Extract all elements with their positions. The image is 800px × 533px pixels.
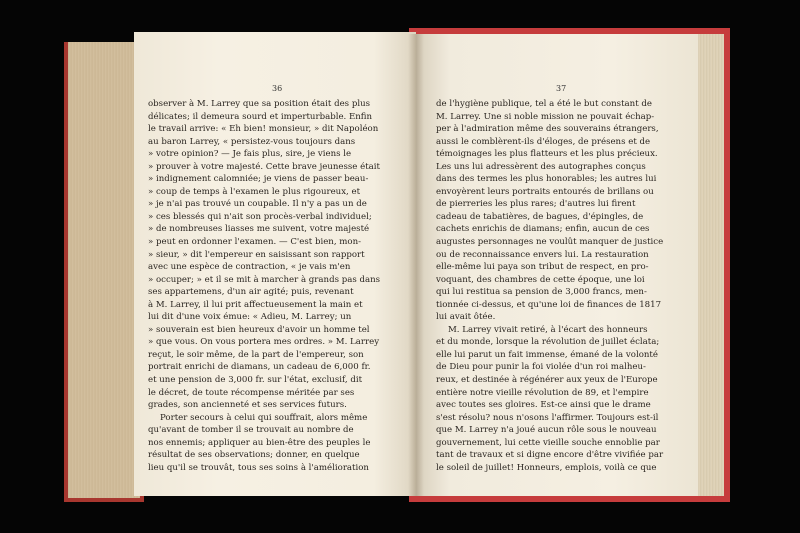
text-line: Porter secours à celui qui souffrait, alors même <box>160 412 368 423</box>
text-line: » votre opinion? — Je fais plus, sire, je viens le <box>148 149 352 160</box>
text-line: résultat de ses observations; donner, en quelque <box>148 450 360 461</box>
right-page <box>416 34 698 496</box>
text-line: voquant, des chambres de cette époque, une loi <box>436 274 645 285</box>
text-line: tionnée ci-dessus, et qu'une loi de finances de 1817 <box>436 299 662 310</box>
book-gutter <box>408 34 424 496</box>
text-line: Les uns lui adressèrent des autographes conçus <box>436 161 646 172</box>
text-line: » sieur, » dit l'empereur en saisissant son rapport <box>148 249 365 260</box>
text-line: s'est résolu? nous n'osons l'affirmer. Toujours est-il <box>436 412 659 423</box>
text-line: gouvernement, lui cette vieille souche ennoblie par <box>436 437 660 448</box>
text-line: ses appartemens, d'un air agité; puis, revenant <box>148 287 354 298</box>
text-line: grades, son ancienneté et ses services futurs. <box>148 400 347 411</box>
text-line: » peut en ordonner l'examen. — C'est bien, mon- <box>148 237 362 248</box>
text-line: de pierreries les plus rares; d'autres lui firent <box>436 199 636 210</box>
text-line: qu'avant de tomber il se trouvait au nombre de <box>148 425 354 436</box>
text-line: lui dit d'une voix émue: « Adieu, M. Larrey; un <box>148 312 352 323</box>
text-line: per à l'admiration même des souverains étrangers, <box>436 124 659 135</box>
text-line: » coup de temps à l'examen le plus rigoureux, et <box>148 186 361 197</box>
text-line: elle-même lui paya son tribut de respect, en pro- <box>436 262 649 273</box>
text-line: » prouver à votre majesté. Cette brave jeunesse était <box>148 161 380 172</box>
text-line: » occuper; » et il se mit à marcher à grands pas dans <box>148 274 381 285</box>
text-line: envoyèrent leurs portraits entourés de brillans ou <box>436 186 654 197</box>
text-line: M. Larrey. Une si noble mission ne pouvait échap- <box>436 111 655 122</box>
left-page <box>134 32 416 496</box>
text-line: le soleil de juillet! Honneurs, emplois, voilà ce que <box>436 462 657 473</box>
text-line: à M. Larrey, il lui prit affectueusement la main et <box>148 299 363 310</box>
text-line: de Dieu pour punir la foi violée d'un roi malheu- <box>436 362 646 373</box>
text-line: » ces blessés qui n'ait son procès-verbal individuel; <box>148 211 372 222</box>
right-page-text <box>436 98 682 474</box>
text-line: reux, et destinée à régénérer aux yeux de l'Europe <box>436 375 658 386</box>
left-page-number: 36 <box>272 84 283 93</box>
text-line: portrait enrichi de diamans, un cadeau de 6,000 fr. <box>148 362 371 373</box>
text-line: observer à M. Larrey que sa position était des plus <box>148 99 371 109</box>
text-line: augustes personnages ne voulût manquer de justice <box>436 237 664 248</box>
text-line: et du monde, lorsque la révolution de juillet éclata; <box>436 337 660 348</box>
text-line: elle lui parut un fait immense, émané de la volonté <box>436 349 658 360</box>
page-edges-left <box>68 42 140 498</box>
text-line: M. Larrey vivait retiré, à l'écart des honneurs <box>448 324 648 335</box>
text-line: cadeau de tabatières, de bagues, d'épingles, de <box>436 211 644 222</box>
text-line: le décret, de toute récompense méritée par ses <box>148 387 355 398</box>
text-line: » que vous. On vous portera mes ordres. » M. Larrey <box>148 337 380 348</box>
text-line: témoignages les plus flatteurs et les plus précieux. <box>436 149 658 160</box>
text-line: nos ennemis; appliquer au bien-être des peuples le <box>148 437 371 448</box>
text-line: tant de travaux et si digne encore d'être vivifiée par <box>436 450 664 461</box>
open-book <box>64 28 730 502</box>
text-line: » souverain est bien heureux d'avoir un homme tel <box>148 324 370 335</box>
text-line: lui avait ôtée. <box>436 312 496 323</box>
text-line: au baron Larrey, « persistez-vous toujours dans <box>148 136 356 147</box>
text-line: cachets enrichis de diamans; enfin, aucun de ces <box>436 224 650 235</box>
text-line: le travail arrive: « Eh bien! monsieur, » dit Napoléon <box>148 124 379 135</box>
text-line: de l'hygiène publique, tel a été le but constant de <box>436 99 652 109</box>
text-line: délicates; il demeura sourd et imperturbable. Enfin <box>148 111 373 122</box>
text-line: ou de reconnaissance envers lui. La restauration <box>436 249 649 260</box>
text-line: et une pension de 3,000 fr. sur l'état, exclusif, dit <box>148 375 363 386</box>
text-line: aussi le comblèrent-ils d'éloges, de présens et de <box>436 136 651 147</box>
text-line: entière notre vieille révolution de 89, et l'empire <box>436 387 649 398</box>
text-line: » de nombreuses liasses me suivent, votre majesté <box>148 224 370 235</box>
right-page-number: 37 <box>556 84 567 93</box>
text-line: avec toutes ses gloires. Est-ce ainsi que le drame <box>436 400 651 411</box>
text-line: » je n'ai pas trouvé un coupable. Il n'y a pas un de <box>148 199 367 210</box>
text-line: avec une espèce de contraction, « je vais m'en <box>148 262 351 273</box>
text-line: que M. Larrey n'a joué aucun rôle sous le nouveau <box>436 425 657 436</box>
text-line: » indignement calomniée; je viens de passer beau- <box>148 174 369 185</box>
text-line: qui lui restitua sa pension de 3,000 francs, men- <box>436 287 647 298</box>
text-line: dans des termes les plus honorables; les autres lui <box>436 174 657 185</box>
text-line: lieu qu'il se trouvât, tous ses soins à l'amélioration <box>148 462 369 473</box>
left-page-text <box>148 98 396 474</box>
page-edges-right <box>694 34 724 496</box>
text-line: reçut, le soir même, de la part de l'empereur, son <box>148 349 364 360</box>
